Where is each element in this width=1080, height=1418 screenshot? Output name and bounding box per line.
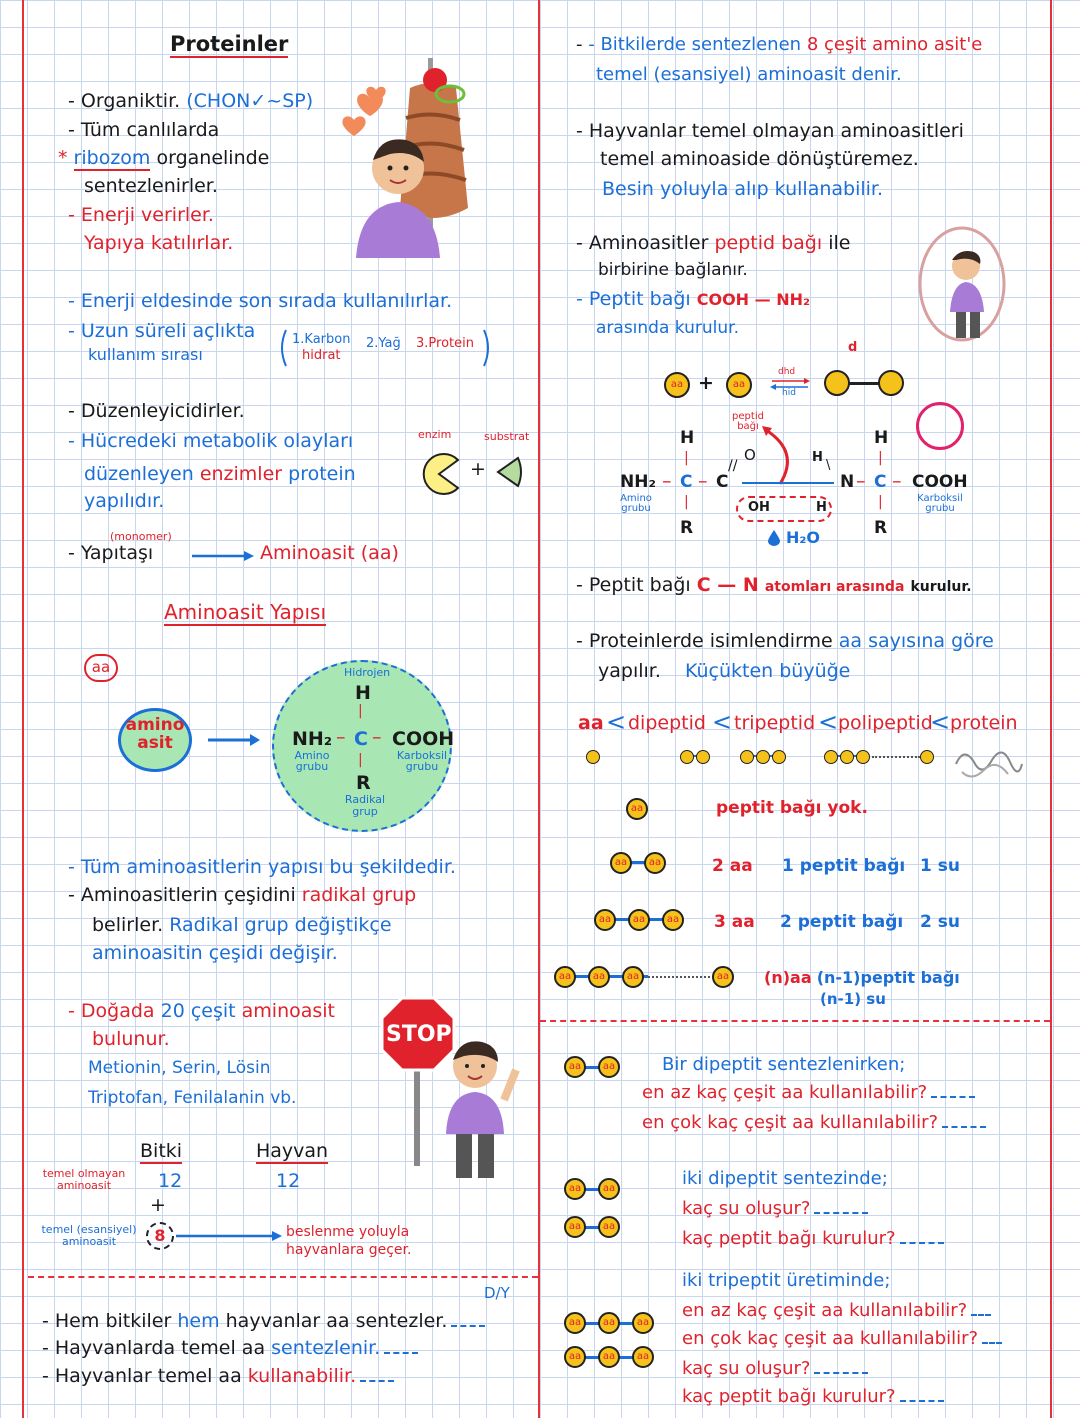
struct-bond-bottom: | [358,752,363,768]
count-ball: aa [712,966,734,988]
bullet-usage-order: kullanım sırası [88,345,203,364]
building-block-result: Aminoasit (aa) [260,542,399,564]
bullet-protein-made: yapılıdır. [84,490,165,512]
right-naming-2: yapılır. Küçükten büyüğe [598,660,851,682]
bullet-energy-order: - Enerji eldesinde son sırada kullanılırlar. [68,290,453,312]
p1-max: en çok kaç çeşit aa kullanılabilir? [642,1112,986,1134]
arrow-to-structure-icon [208,734,260,746]
bullet-energy: - Enerji verirler. [68,204,214,226]
rx-bond-arrow [758,424,798,486]
rx-karboksil-label: Karboksil grubu [917,493,963,514]
eq-d-label: d [848,340,858,355]
rx-amino-label: Amino grubu [620,493,652,514]
table-col-animal: Hayvan [256,1140,329,1162]
struct-bond-top: | [358,703,363,719]
p1-ball: aa [598,1056,620,1078]
p3-ball: aa [632,1312,654,1334]
amino-acid-circle: amino asit [118,708,192,772]
rx-cooh: COOH [912,472,968,492]
right-animals-cannot: - Hayvanlar temel olmayan aminoasitleri [576,120,964,142]
p2-ball: aa [598,1216,620,1238]
struct-karboksil-label: Karboksil grubu [396,749,448,773]
mini-ball [772,750,786,764]
row2-note-2: hayvanlara geçer. [286,1242,412,1258]
struct-c: C [354,728,368,750]
rx-peptid-label: peptid bağı [732,411,764,432]
order-3-protein: 3.Protein [416,336,474,351]
order-dipeptid: dipeptid [628,712,706,734]
row1-animal: 12 [276,1170,301,1192]
row1-label: temel olmayan aminoasit [42,1167,126,1193]
order-lt-1: < [606,708,627,736]
rx-bond-v4: | [878,494,883,510]
answer-blank[interactable] [451,1325,485,1327]
bullet-aa-type-changes: aminoasitin çeşidi değişir. [92,942,338,964]
count-n-water: (n-1) su [820,990,886,1008]
bullet-radical-change: belirler. Radikal grup değiştikçe [92,914,392,936]
page-title: Proteinler [170,32,289,56]
count-1-text: peptit bağı yok. [716,798,868,818]
rx-nh2: NH₂ [620,472,656,492]
bullet-all-living: - Tüm canlılarda [68,119,220,141]
answer-blank[interactable] [942,1126,986,1128]
reaction-ring-icon [916,402,964,450]
bullet-structure: Yapıya katılırlar. [84,232,234,254]
struct-h: H [355,682,371,704]
count-ball: aa [554,966,576,988]
mini-ball [740,750,754,764]
protein-folded-icon [952,744,1024,784]
row2-label: temel (esansiyel) aminoasit [41,1223,137,1249]
struct-amino-label: Amino grubu [294,749,330,773]
p3-ball: aa [632,1346,654,1368]
rx-n-bond: \ [826,458,831,473]
order-1-carb: 1.Karbon [292,332,351,347]
row2-arrow-icon [176,1230,282,1242]
struct-nh2: NH₂ [292,728,333,750]
right-naming: - Proteinlerde isimlendirme aa sayısına göre [576,630,994,652]
rx-n: N [840,472,855,492]
bullet-metabolic: - Hücredeki metabolik olayları [68,430,354,452]
order-lt-2: < [712,708,733,736]
row1-plant: 12 [158,1170,183,1192]
count-ball-single: aa [626,798,648,820]
count-2-bonds: 1 peptit bağı [782,856,906,876]
bullet-found: bulunur. [92,1028,170,1050]
mini-ball [840,750,854,764]
eq-aa-ball: aa [726,372,752,398]
bullet-aa-variety: - Aminoasitlerin çeşidini radikal grup [68,884,417,906]
rx-h1: H [680,428,695,448]
answer-blank[interactable] [900,1242,944,1244]
struct-dash-2: – [372,726,382,748]
right-plants-synthesize: - - Bitkilerde sentezlenen 8 çeşit amino asit'e [576,34,983,55]
eq-hid: hid [782,388,796,398]
question-both-synthesize: - Hem bitkiler hem hayvanlar aa sentezler. [42,1310,485,1333]
struct-dash-1: – [336,726,346,748]
p3-min: en az kaç çeşit aa kullanılabilir? [682,1300,991,1322]
character-stop-illustration [420,1030,530,1180]
count-2-aa: 2 aa [712,856,753,876]
count-n-dotted [648,976,710,978]
p3-water: kaç su oluşur? [682,1358,868,1380]
answer-blank[interactable] [814,1212,868,1214]
rx-bond-v2: | [684,494,689,510]
answer-blank[interactable] [360,1380,394,1382]
bullet-organic: - Organiktir. (CHON✓~SP) [68,90,314,112]
order-2-fat: 2.Yağ [366,336,401,351]
rx-h2: H [874,428,889,448]
monomer-note: (monomer) [110,530,172,543]
order-tripeptid: tripeptid [734,712,816,734]
struct-r: R [356,772,371,794]
question-animals-synthesize: - Hayvanlarda temel aa sentezlenir. [42,1337,418,1360]
dy-label: D/Y [484,1284,510,1302]
mini-ball [696,750,710,764]
count-ball: aa [622,966,644,988]
eq-dipeptide-ball [824,370,850,396]
p1-min: en az kaç çeşit aa kullanılabilir? [642,1082,975,1104]
p2-title: iki dipeptit sentezinde; [682,1168,888,1189]
eq-plus: + [698,372,714,394]
aa-structure-title: Aminoasit Yapısı [164,600,327,624]
right-dashed-divider [540,1020,1050,1022]
eq-dhd: dhd [778,367,796,377]
rx-dash-2: – [698,470,708,492]
answer-blank[interactable] [384,1352,418,1354]
mini-ball [586,750,600,764]
p3-title: iki tripeptit üretiminde; [682,1270,891,1291]
aa-examples-1: Metionin, Serin, Lösin [88,1058,271,1078]
count-ball: aa [594,909,616,931]
count-ball: aa [588,966,610,988]
substrate-icon [494,456,522,488]
rx-dash-4: – [892,470,902,492]
right-peptide-bond-intro: - Aminoasitler peptid bağı ile [576,232,851,254]
enzyme-plus: + [470,458,486,480]
answer-blank[interactable] [982,1342,1002,1344]
rx-bond-v3: | [878,450,883,466]
count-3-water: 2 su [920,912,960,932]
count-ball: aa [610,852,632,874]
order-aa: aa [578,712,604,734]
right-diet: Besin yoluyla alıp kullanabilir. [602,178,884,200]
bullet-synthesized: sentezlenirler. [84,175,218,197]
p3-ball: aa [598,1312,620,1334]
rx-h-mid: H [816,500,827,515]
mini-ball [856,750,870,764]
count-n-text: (n)aa (n-1)peptit bağı [764,968,960,987]
bullet-20-aa: - Doğada 20 çeşit aminoasit [68,1000,336,1022]
row2-plant-circle: 8 [146,1222,174,1250]
bullet-enzymes: düzenleyen enzimler protein [84,463,356,485]
mini-ball [920,750,934,764]
p1-ball: aa [564,1056,586,1078]
arrow-right-icon [192,550,254,562]
struct-radikal-label: Radikal grup [344,793,386,819]
rx-c1: C [680,472,693,492]
aa-badge: aa [84,654,118,682]
answer-blank[interactable] [900,1400,944,1402]
p2-bonds: kaç peptit bağı kurulur? [682,1228,944,1250]
right-bonded: birbirine bağlanır. [598,260,748,280]
order-lt-4: < [930,708,951,736]
right-cn-bond: - Peptit bağı C — N atomları arasında kurulur. [576,574,972,596]
bullet-all-aa-structure: - Tüm aminoasitlerin yapısı bu şekildedir. [68,856,456,878]
p3-ball: aa [564,1346,586,1368]
bullet-fasting: - Uzun süreli açlıkta [68,320,256,342]
struct-cooh: COOH [392,728,455,750]
column-divider [538,0,540,1418]
table-plus: + [150,1194,166,1216]
substrate-label: substrat [484,430,530,443]
p2-ball: aa [598,1178,620,1200]
p2-ball: aa [564,1178,586,1200]
p3-bonds: kaç peptit bağı kurulur? [682,1386,944,1408]
rx-oh: OH [748,500,770,515]
p2-ball: aa [564,1216,586,1238]
rx-blue-bond [742,482,834,484]
bullet-ribozom: * ribozom organelinde [58,147,270,169]
count-ball: aa [662,909,684,931]
struct-h-label: Hidrojen [344,666,391,679]
question-animals-use: - Hayvanlar temel aa kullanabilir. [42,1365,394,1388]
count-2-water: 1 su [920,856,960,876]
character-illustration [340,58,520,258]
enzyme-label: enzim [418,428,452,441]
rx-h-n: H [812,450,823,465]
enzyme-pacman-icon [416,452,462,496]
right-cannot-convert: temel aminoaside dönüştüremez. [600,148,919,170]
right-established: arasında kurulur. [596,318,739,338]
p3-max: en çok kaç çeşit aa kullanılabilir? [682,1328,1002,1350]
count-3-aa: 3 aa [714,912,755,932]
p1-title: Bir dipeptit sentezlenirken; [662,1054,906,1075]
p3-ball: aa [564,1312,586,1334]
rx-double-bond: // [728,458,738,474]
p2-water: kaç su oluşur? [682,1198,868,1220]
eq-aa-ball: aa [664,372,690,398]
rx-dash-3: – [856,470,866,492]
rx-o: O [744,446,756,464]
order-1-carb-2: hidrat [302,348,341,363]
rx-c2: C [716,472,729,492]
left-dashed-divider [28,1276,538,1278]
aa-examples-2: Triptofan, Fenilalanin vb. [88,1088,297,1108]
row2-note-1: beslenme yoluyla [286,1224,410,1240]
answer-blank[interactable] [814,1372,868,1374]
answer-blank[interactable] [931,1096,975,1098]
p3-ball: aa [598,1346,620,1368]
answer-blank[interactable] [971,1314,991,1316]
table-col-plant: Bitki [140,1140,183,1162]
rx-r2: R [874,518,888,538]
count-ball: aa [644,852,666,874]
order-lt-3: < [818,708,839,736]
order-polipeptid: polipeptid [838,712,933,734]
rx-dash-1: – [662,470,672,492]
mini-ball [824,750,838,764]
mini-ball [756,750,770,764]
right-essential-def: temel (esansiyel) aminoasit denir. [596,64,902,85]
water-drop-icon [768,530,780,546]
rx-bond-v1: | [684,450,689,466]
mini-ball [680,750,694,764]
bullet-regulators: - Düzenleyicidirler. [68,400,245,422]
bullet-building-block: - Yapıtaşı [68,542,154,564]
rx-c3: C [874,472,887,492]
eq-dipeptide-ball [878,370,904,396]
count-ball: aa [628,909,650,931]
right-bond-between: - Peptit bağı COOH — NH₂ [576,288,810,310]
rx-r1: R [680,518,694,538]
mini-dotted-line [872,756,920,758]
stop-sign-text: STOP [386,1022,452,1047]
rx-h2o: H₂O [786,528,820,547]
count-3-bonds: 2 peptit bağı [780,912,904,932]
order-protein: protein [950,712,1018,734]
jumping-character-illustration [912,226,1022,346]
